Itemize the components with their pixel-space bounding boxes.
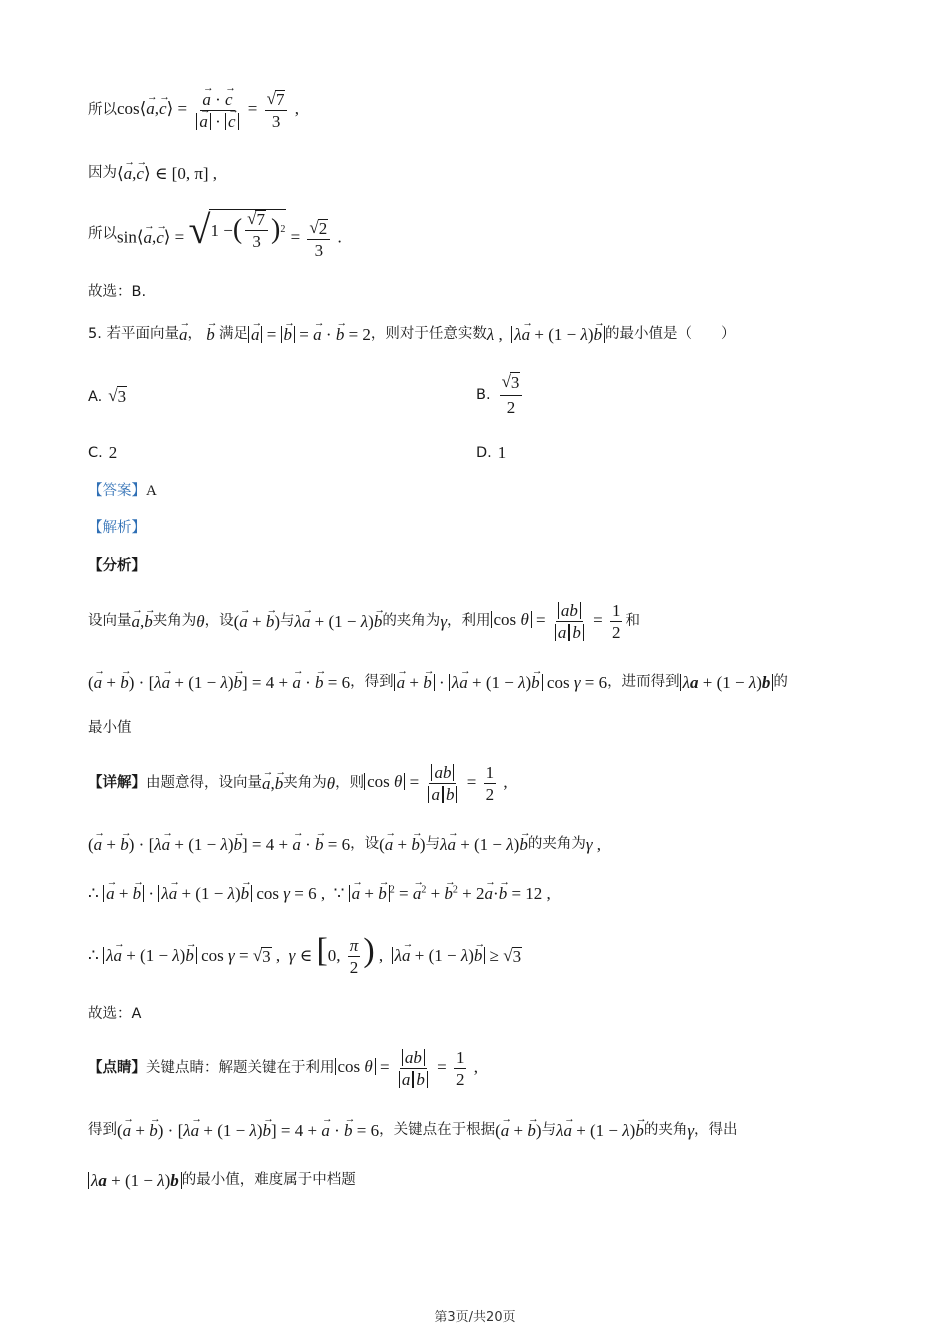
- detail-combo-vec: λ→ a + (1 − λ)→ b: [440, 836, 528, 853]
- fenxi-2a: ，得到: [350, 673, 394, 690]
- q5-stem: [88, 318, 736, 350]
- vec-b: → b: [202, 326, 219, 343]
- detail-2a: ，设: [350, 835, 380, 852]
- formula-angle-range: ⟨→ a,→ c⟩ ∈ [0, π] ,: [117, 165, 217, 182]
- fenxi-2c: 的: [773, 673, 788, 690]
- fenxi-line-3: [88, 718, 132, 738]
- fenxi-1b: 夹角为: [152, 612, 197, 629]
- vec-a: → a: [179, 326, 188, 343]
- detail-formula-dot: (→ a + → b) · [λ→ a + (1 − λ)→ b] = 4 + → a · → b = 6: [88, 836, 350, 853]
- detail-theta: θ: [326, 773, 336, 793]
- q5-stem-e: 的最小值是（ ）: [605, 325, 736, 342]
- formula-dot-product: (→ a + → b) · [λ→ a + (1 − λ)→ b] = 4 + → a · → b = 6: [88, 674, 350, 691]
- dianjing-line-1: [88, 1040, 478, 1096]
- detail-1b: 夹角为: [283, 774, 327, 791]
- fenxi-tag: 【分析】: [88, 557, 146, 574]
- option-c-letter: C.: [88, 445, 103, 461]
- option-b-letter: B.: [476, 387, 491, 403]
- detail-line-2: [88, 828, 601, 860]
- option-a-letter: A.: [88, 388, 103, 405]
- q5-stem-d: ，则对于任意实数: [370, 325, 487, 342]
- fenxi-line-1: [88, 594, 640, 648]
- option-b: [476, 372, 525, 418]
- detail-line-4: [88, 926, 522, 984]
- answer-tag: 【答案】: [88, 482, 146, 499]
- option-d-value: 1: [497, 443, 507, 462]
- prev-line-range: [88, 160, 217, 186]
- dianjing-line-2: [88, 1114, 738, 1146]
- dianjing-formula-cos: cos θ = $\frac{ab}{\text{a b}}$ = $\frac{1}{2}$ ,: [335, 1049, 478, 1088]
- option-c-value: 2: [108, 443, 118, 462]
- dianjing-2e: ，得出: [694, 1121, 738, 1138]
- dianjing-sum-ab: (→ a + → b): [495, 1122, 541, 1139]
- option-d: [476, 443, 506, 463]
- dianjing-2a: 得到: [88, 1121, 117, 1138]
- detail-line-3: [88, 876, 551, 910]
- prev-conclusion: [88, 282, 146, 302]
- detail-sum-ab: (→ a + → b): [379, 836, 425, 853]
- answer-line: [88, 481, 157, 501]
- detail-formula-3: ∴ → a + → b · λ→ a + (1 − λ)→ b cos γ = 6 , ∵ → a + → b $^2$ = → $a^2$ + → $b^2 + 2\to a\cdot\to b = 12$ ,: [88, 885, 551, 902]
- q5-stem-c: 满足: [218, 325, 248, 342]
- sum-ab: (→ a + → b): [234, 613, 280, 630]
- formula-cos-theta: cos θ = $\frac{ab}{\text{a b}}$ = $\frac{1}{2}$: [491, 602, 626, 641]
- theta: θ: [196, 611, 205, 631]
- dianjing-formula-dot: (→ a + → b) · [λ→ a + (1 − λ)→ b] = 4 + → a · → b = 6: [117, 1122, 379, 1139]
- analysis-line: [88, 518, 146, 538]
- formula-q5-condition: → a = → b = → a · → b = 2: [248, 326, 371, 343]
- dianjing-target-bold: λa + (1 − λ)b: [88, 1172, 182, 1189]
- formula-target-bold: λa + (1 − λ)b: [680, 674, 774, 691]
- dianjing-2d: 的夹角: [643, 1121, 688, 1138]
- dianjing-combo: λ→ a + (1 − λ)→ b: [556, 1122, 644, 1139]
- dianjing-tag: 【点睛】: [88, 1059, 146, 1076]
- dianjing-gamma: γ: [687, 1120, 695, 1140]
- dianjing-3: 的最小值，难度属于中档题: [181, 1171, 356, 1188]
- combo-vec: λ→ a + (1 − λ)→ b: [295, 613, 383, 630]
- fenxi-1d: 与: [280, 612, 295, 629]
- fenxi-1g: 和: [625, 612, 640, 629]
- formula-sin-ac: sin⟨→ a,→ c⟩ = √ 1 − ( √ 7 3 ) 2 = √ 2 3 .: [117, 209, 342, 259]
- prev-line-sin: [88, 202, 342, 266]
- option-a: [88, 386, 127, 407]
- detail-conclusion: 故选：A: [88, 1005, 142, 1022]
- detail-line-1: [88, 756, 508, 810]
- vec-ab: → a,→ b: [132, 613, 153, 630]
- prev-conclusion-text: 故选：B.: [88, 283, 147, 300]
- formula-cos-ac: cos⟨→ a,→ c⟩ = → a · → c → a · → c = √ 7 3 ,: [117, 90, 299, 130]
- detail-tag: 【详解】: [88, 774, 146, 791]
- prev-l2-prefix: 因为: [88, 164, 117, 181]
- prev-l1-prefix: 所以: [88, 101, 117, 118]
- q5-stem-a: 5. 若平面向量: [88, 325, 179, 342]
- prev-line-cos: [88, 82, 299, 138]
- gamma: γ: [440, 611, 448, 631]
- fenxi-1c: ，设: [204, 612, 234, 629]
- detail-formula-cos-theta: cos θ = $\frac{ab}{\text{a b}}$ = $\frac{1}{2}$ ,: [364, 764, 507, 803]
- fenxi-2b: ，进而得到: [607, 673, 680, 690]
- detail-1c: ，则: [335, 774, 365, 791]
- detail-2b: 与: [425, 835, 441, 852]
- fenxi-1f: ，利用: [447, 612, 491, 629]
- answer-value: A: [146, 482, 157, 499]
- fenxi-1a: 设向量: [88, 612, 132, 629]
- formula-cos-gamma: → a + → b · λ→ a + (1 − λ)→ b cos γ = 6: [394, 674, 608, 691]
- prev-l3-prefix: 所以: [88, 225, 117, 242]
- q5-stem-b: ，: [187, 325, 202, 342]
- analysis-tag: 【解析】: [88, 519, 146, 536]
- detail-conclusion-line: [88, 1004, 141, 1024]
- option-b-value: √ 3 2: [497, 372, 526, 418]
- detail-gamma: γ ,: [585, 834, 602, 854]
- dianjing-line-3: [88, 1164, 356, 1196]
- detail-vec-ab: → a,→ b: [262, 775, 283, 792]
- fenxi-3: 最小值: [88, 719, 132, 736]
- detail-1a: 由题意得，设向量: [146, 774, 262, 791]
- option-c: [88, 443, 117, 463]
- dianjing-2b: ，关键点在于根据: [379, 1121, 496, 1138]
- fenxi-line-2: [88, 666, 788, 698]
- detail-2c: 的夹角为: [527, 835, 586, 852]
- fenxi-tag-line: [88, 556, 146, 576]
- option-d-letter: D.: [476, 445, 492, 461]
- option-a-value: √ 3: [108, 386, 127, 406]
- formula-q5-target: λ→ a + (1 − λ)→ b: [511, 326, 605, 343]
- dianjing-2c: 与: [541, 1121, 557, 1138]
- dianjing-1: 关键点睛：解题关键在于利用: [146, 1059, 335, 1076]
- lambda-symbol: λ ,: [486, 324, 512, 344]
- page-footer: 第3页/共20页: [434, 1310, 516, 1325]
- detail-formula-4: ∴ λ→ a + (1 − λ)→ b cos γ = √ 3 , γ ∈ [0, $\frac{\pi}{2}$ ) , λ→ a + (1 − λ)→ b ≥ √ 3: [88, 934, 522, 977]
- fenxi-1e: 的夹角为: [382, 612, 441, 629]
